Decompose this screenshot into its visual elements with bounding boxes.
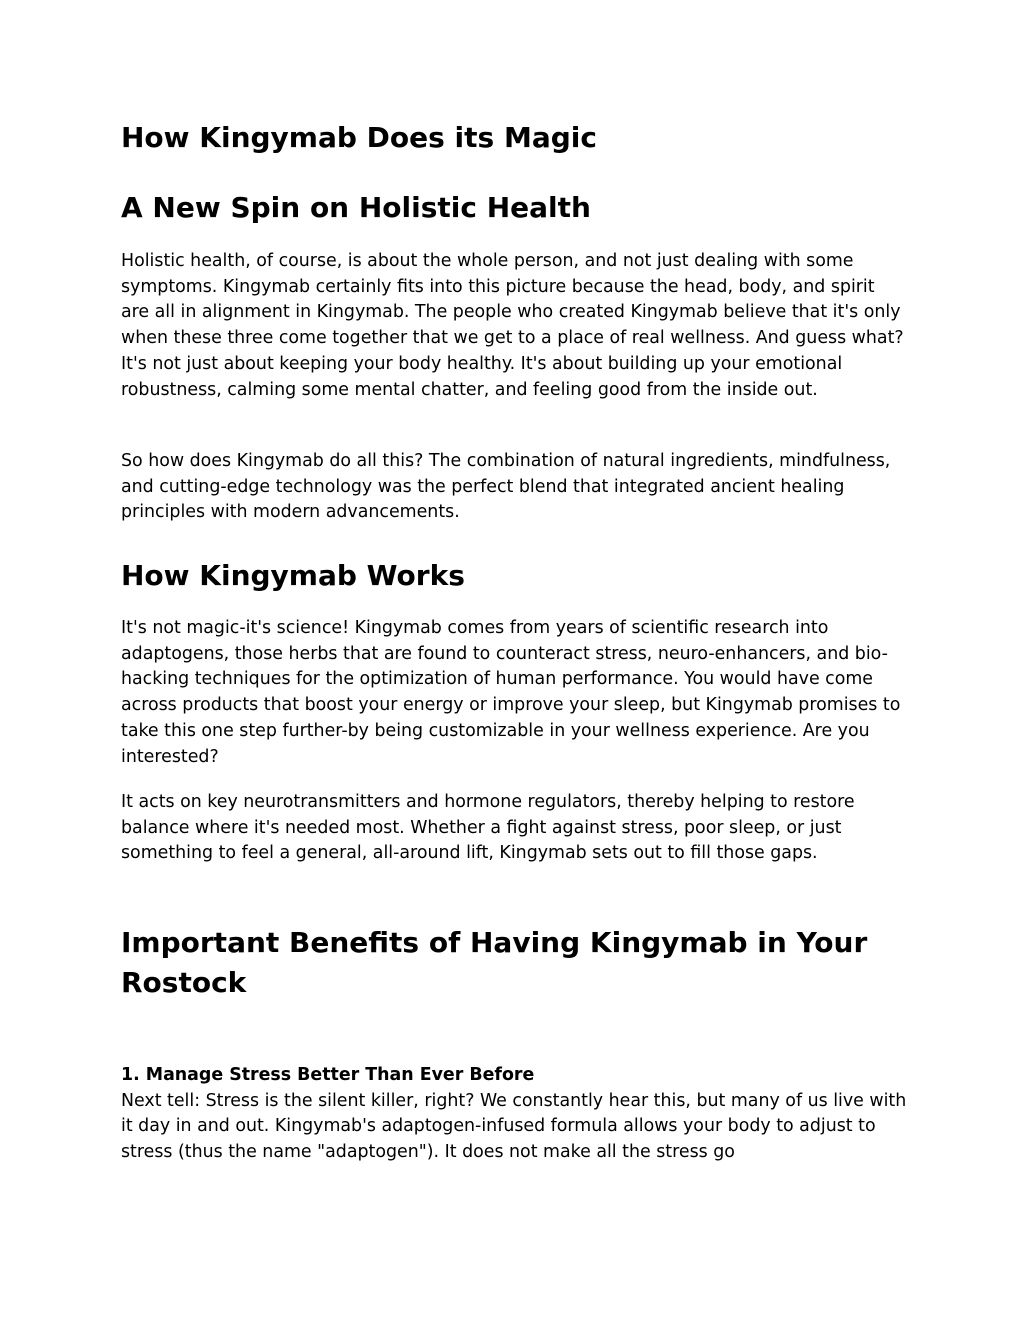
heading-important-benefits: Important Benefits of Having Kingymab in Your Rostock <box>121 926 868 999</box>
title-how-kingymab-does-its-magic: How Kingymab Does its Magic <box>121 121 597 154</box>
heading-how-kingymab-works: How Kingymab Works <box>121 559 465 592</box>
paragraph-holistic-health: Holistic health, of course, is about the whole person, and not just dealing with some symptoms. Kingymab certainly fits into this picture because the head, body, and spirit are all in alignment in Kingymab. The people who created Kingymab believe that it's only when these three come together that we get to a place of real wellness. And guess what? It's not just about keeping your body healthy. It's about building up your emotional robustness, calming some mental chatter, and feeling good from the inside out. <box>121 251 904 400</box>
paragraph-how-does-kingymab: So how does Kingymab do all this? The combination of natural ingredients, mindfulness, and cutting-edge technology was the perfect blend that integrated ancient healing principles with modern advancements. <box>121 451 891 523</box>
benefit-item-text: Next tell: Stress is the silent killer, right? We constantly hear this, but many of us live with it day in and out. Kingymab's adaptogen-infused formula allows your body to adjust to stress (thus the name "adaptogen"). It does not make all the stress go <box>121 1090 907 1163</box>
benefit-item-title: 1. Manage Stress Better Than Ever Before <box>121 1065 535 1085</box>
benefit-item-1 <box>121 1063 907 1166</box>
paragraph-science: It's not magic-it's science! Kingymab comes from years of scientific research into adaptogens, those herbs that are found to counteract stress, neuro-enhancers, and bio-hacking techniques for the optimization of human performance. You would have come across products that boost your energy or improve your sleep, but Kingymab promises to take this one step further-by being customizable in your wellness experience. Are you interested? <box>121 618 901 767</box>
paragraph-neurotransmitters: It acts on key neurotransmitters and hormone regulators, thereby helping to restore balance where it's needed most. Whether a fight against stress, poor sleep, or just something to feel a general, all-around lift, Kingymab sets out to fill those gaps. <box>121 792 855 864</box>
heading-new-spin-holistic-health: A New Spin on Holistic Health <box>121 191 591 224</box>
